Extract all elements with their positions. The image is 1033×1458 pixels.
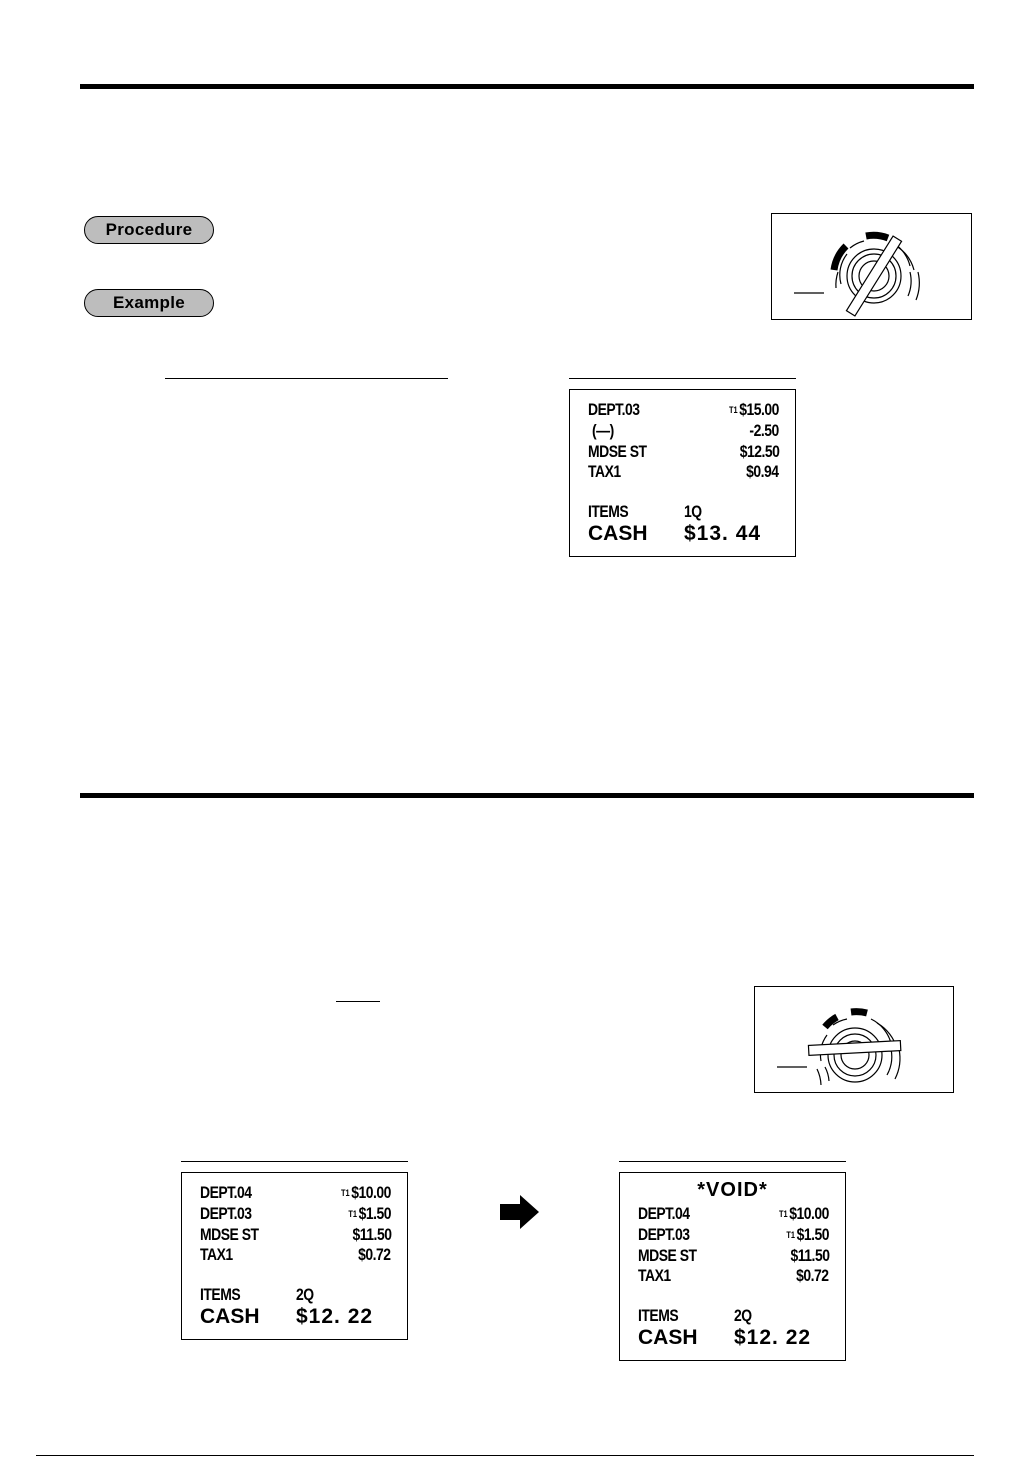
receipt-cash-row: CASH $12. 22 bbox=[638, 1326, 812, 1349]
receipt-row: TAX1 $0.72 bbox=[200, 1245, 391, 1264]
example-underline bbox=[165, 378, 448, 379]
receipt-top-line bbox=[181, 1161, 408, 1162]
section-middle-rule bbox=[80, 793, 974, 798]
section-top-rule bbox=[80, 84, 974, 89]
receipt-row: (—) -2.50 bbox=[592, 421, 779, 440]
receipt-items-row: ITEMS 2Q bbox=[638, 1306, 752, 1325]
mode-switch-dial-icon bbox=[755, 987, 955, 1094]
receipt-row: DEPT.03 T1$1.50 bbox=[200, 1204, 391, 1223]
receipt-row: TAX1 $0.94 bbox=[588, 462, 779, 481]
receipt-row: TAX1 $0.72 bbox=[638, 1266, 829, 1285]
receipt-top-line bbox=[569, 378, 796, 379]
receipt-top-line bbox=[619, 1161, 846, 1162]
procedure-badge: Procedure bbox=[84, 216, 214, 244]
receipt-row: MDSE ST $11.50 bbox=[200, 1225, 391, 1244]
example-badge: Example bbox=[84, 289, 214, 317]
receipt-row: DEPT.03 T1$1.50 bbox=[638, 1225, 829, 1244]
receipt-example-1 bbox=[569, 389, 796, 557]
receipt-row: DEPT.03 T1$15.00 bbox=[588, 400, 779, 419]
receipt-items-row: ITEMS 1Q bbox=[588, 502, 702, 521]
receipt-row: MDSE ST $12.50 bbox=[588, 442, 779, 461]
receipt-void-header: *VOID* bbox=[697, 1179, 768, 1201]
page-bottom-rule bbox=[36, 1455, 974, 1456]
receipt-void bbox=[619, 1172, 846, 1361]
receipt-row: DEPT.04 T1$10.00 bbox=[200, 1183, 391, 1202]
receipt-cash-row: CASH $13. 44 bbox=[588, 522, 762, 545]
key-underline bbox=[336, 1001, 380, 1002]
receipt-example-2 bbox=[181, 1172, 408, 1340]
receipt-row: DEPT.04 T1$10.00 bbox=[638, 1204, 829, 1223]
receipt-row: MDSE ST $11.50 bbox=[638, 1246, 829, 1265]
mode-switch-dial-icon bbox=[772, 214, 973, 321]
right-arrow-icon bbox=[500, 1195, 540, 1229]
mode-switch-box-bottom bbox=[754, 986, 954, 1093]
receipt-cash-row: CASH $12. 22 bbox=[200, 1305, 374, 1328]
receipt-items-row: ITEMS 2Q bbox=[200, 1285, 314, 1304]
mode-switch-box-top bbox=[771, 213, 972, 320]
